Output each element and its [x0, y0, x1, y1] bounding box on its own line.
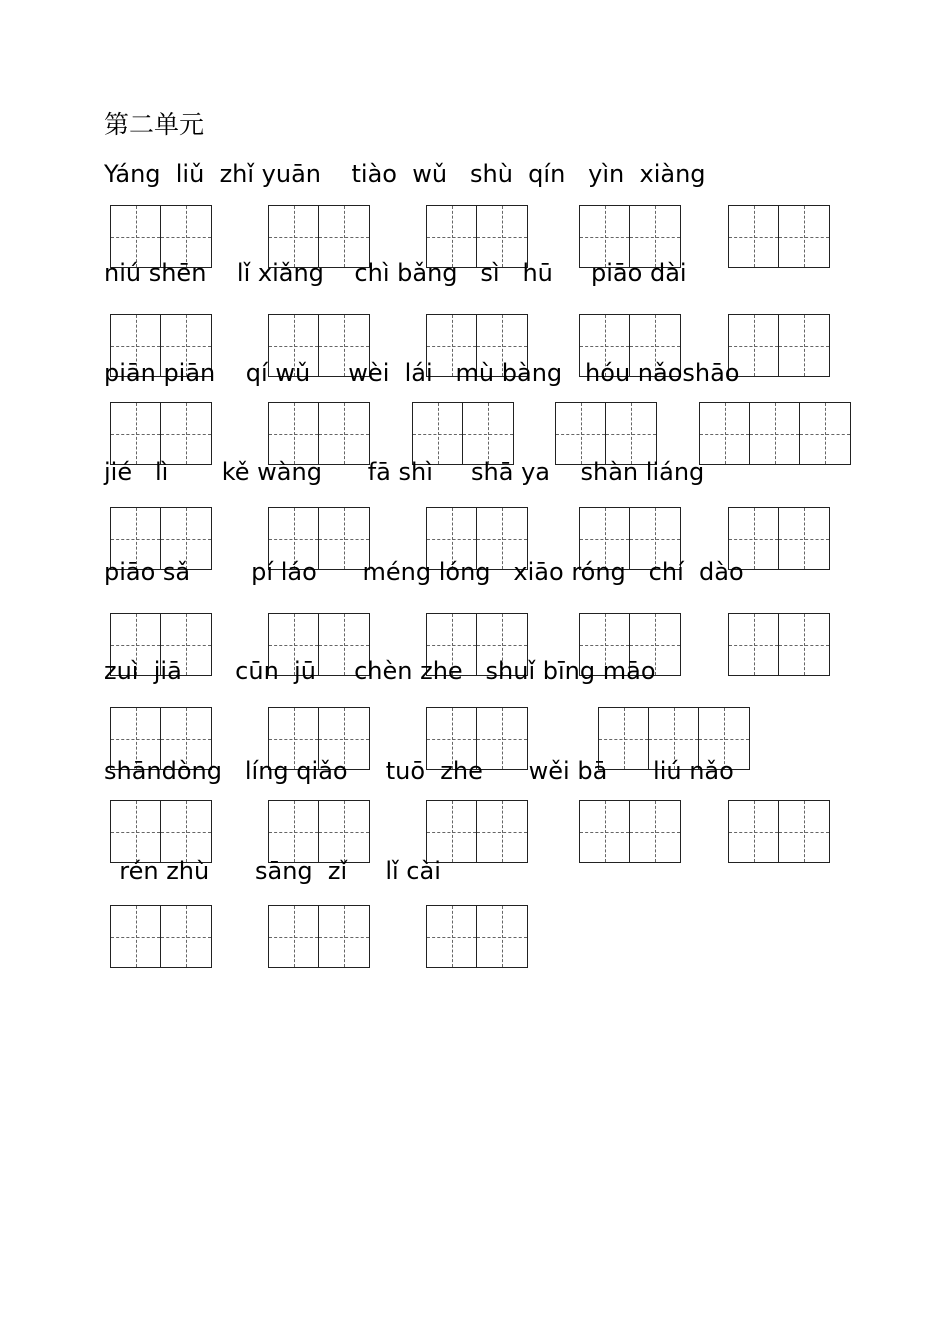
- writing-box[interactable]: [579, 800, 681, 863]
- unit-title: 第二单元: [104, 110, 205, 139]
- writing-box[interactable]: [268, 402, 370, 465]
- pinyin-line-4: jié lì kě wàng fā shì shā ya shàn liáng: [104, 458, 705, 486]
- writing-box-row-3: [0, 402, 950, 466]
- writing-box[interactable]: [426, 905, 528, 968]
- writing-box[interactable]: [728, 613, 830, 676]
- writing-box[interactable]: [110, 800, 212, 863]
- pinyin-line-2: niú shēn lǐ xiǎng chì bǎng sì hū piāo dài: [104, 259, 687, 287]
- writing-box[interactable]: [728, 205, 830, 268]
- writing-box-three-char[interactable]: [699, 402, 851, 465]
- writing-box-row-7: [0, 800, 950, 864]
- writing-box[interactable]: [110, 905, 212, 968]
- writing-box[interactable]: [412, 402, 514, 465]
- pinyin-line-3: piān piān qí wǔ wèi lái mù bàng hóu nǎoshāo: [104, 359, 740, 387]
- writing-box[interactable]: [110, 402, 212, 465]
- writing-box[interactable]: [426, 800, 528, 863]
- writing-box-row-8: [0, 905, 950, 969]
- pinyin-line-6: zuì jiā cūn jū chèn zhe shuǐ bīng māo: [104, 657, 656, 685]
- writing-box[interactable]: [728, 800, 830, 863]
- writing-box[interactable]: [728, 314, 830, 377]
- writing-box[interactable]: [268, 800, 370, 863]
- pinyin-line-8: rén zhù sāng zǐ lǐ cài: [104, 857, 441, 885]
- writing-box[interactable]: [555, 402, 657, 465]
- pinyin-line-5: piāo sǎ pí láo méng lóng xiāo róng chí dào: [104, 558, 744, 586]
- pinyin-line-1: Yáng liǔ zhǐ yuān tiào wǔ shù qín yìn xiàng: [104, 160, 706, 188]
- pinyin-line-7: shāndòng líng qiǎo tuō zhe wěi bā liú nǎo: [104, 757, 734, 785]
- writing-box[interactable]: [268, 905, 370, 968]
